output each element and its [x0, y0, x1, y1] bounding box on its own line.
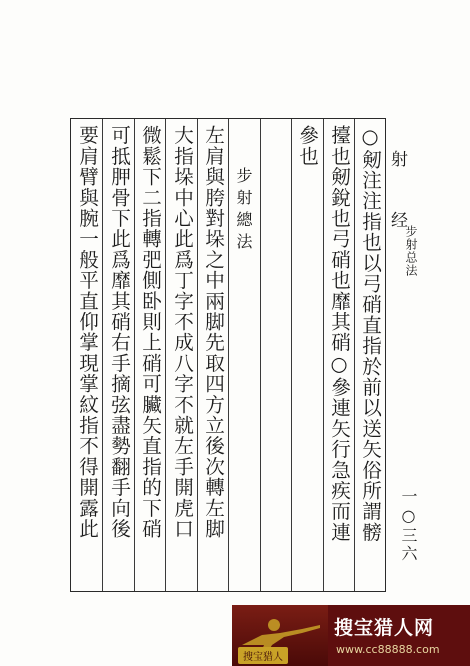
text-column-6: 左肩與胯對垛之中兩脚先取四方立後次轉左脚: [201, 125, 225, 539]
watermark-banner: [232, 605, 470, 666]
text-column-7: 大指垛中心此爲丁字不成八字不就左手開虎口: [170, 125, 194, 539]
watermark-title: 搜宝猎人网: [334, 617, 435, 639]
text-column-3: 參也: [295, 125, 319, 167]
column-rule: [134, 119, 135, 591]
column-rule: [323, 119, 324, 591]
text-column-9: 可抵胛骨下此爲靡其硝右手摘弦盡勢翻手向後: [107, 125, 131, 539]
text-column-2: 擡也剱銳也弓硝也靡其硝○參連矢行急疾而連: [327, 125, 351, 543]
watermark-url: www.cc88888.com: [336, 643, 440, 656]
column-rule: [228, 119, 229, 591]
column-rule: [165, 119, 166, 591]
page-number: 一○三六: [399, 488, 418, 563]
watermark-badge: 搜宝猎人: [238, 647, 288, 664]
column-rule: [197, 119, 198, 591]
text-frame: [70, 118, 386, 592]
book-title: 射 经: [387, 150, 407, 240]
text-column-1: ○剱注注指也以弓硝直指於前以送矢俗所謂髈: [358, 125, 382, 543]
text-column-8: 微鬆下二指轉弝側卧則上硝可臟矢直指的下硝: [138, 125, 162, 539]
column-rule: [291, 119, 292, 591]
column-rule: [260, 119, 261, 591]
column-rule: [102, 119, 103, 591]
section-title-margin: 步射总法: [404, 225, 418, 277]
column-rule: [354, 119, 355, 591]
text-column-10: 要肩臂與腕一般平直仰掌現掌紋指不得開露此: [75, 125, 99, 539]
section-heading: 步射總法: [234, 167, 253, 255]
